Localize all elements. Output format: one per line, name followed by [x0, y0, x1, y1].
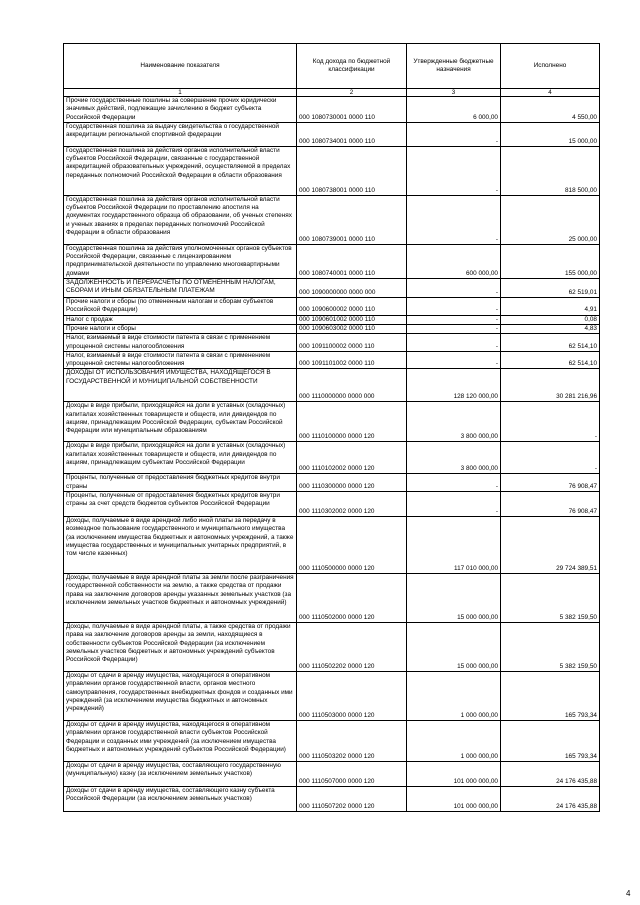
row-code: 000 1080739001 0000 110: [297, 195, 407, 244]
row-executed: 62 514,10: [501, 334, 600, 352]
row-code: 000 1080740001 0000 110: [297, 244, 407, 278]
row-name: Доходы от сдачи в аренду имущества, составляющего государственную (муниципальную) казну (за исключением земельных участков): [64, 762, 297, 787]
column-number-row: [64, 89, 600, 97]
column-number: 3: [407, 89, 501, 97]
row-approved: -: [407, 195, 501, 244]
row-code: 000 1090600002 0000 110: [297, 298, 407, 316]
row-code: 000 1110503000 0000 120: [297, 672, 407, 721]
row-executed: 5 382 159,50: [501, 574, 600, 623]
row-name: Государственная пошлина за действия органов исполнительной власти субъектов Российской Федерации по проставлению апостиля на документах государственного образца об образовании, об ученых степенях и ученых званиях в пределах переданных полномочий Российской Федерации в области образования: [64, 195, 297, 244]
row-code: 000 1091101002 0000 110: [297, 351, 407, 369]
page-number: 4: [626, 889, 631, 898]
row-name: Доходы, получаемые в виде арендной платы за земли после разграничения государственной собственности на землю, а также средства от продажи права на заключение договоров аренды указанных земельных участков (за исключением земельных участков бюджетных и автономных учреждений): [64, 574, 297, 623]
table-row: [64, 298, 600, 316]
row-approved: 128 120 000,00: [407, 369, 501, 402]
header-executed: Исполнено: [501, 44, 600, 89]
row-code: 000 1110100000 0000 120: [297, 402, 407, 442]
row-approved: 101 000 000,00: [407, 787, 501, 812]
row-executed: 155 000,00: [501, 244, 600, 278]
row-approved: 600 000,00: [407, 244, 501, 278]
row-name: Доходы, получаемые в виде арендной платы, а также средства от продажи права на заключение договоров аренды за земли, находящиеся в собственности субъектов Российской Федерации (за исключением земельных участков бюджетных и автономных учреждений субъектов Российской Федерации): [64, 623, 297, 672]
table-row: [64, 97, 600, 123]
row-executed: -: [501, 442, 600, 474]
table-row: [64, 402, 600, 442]
row-code: 000 1110502202 0000 120: [297, 623, 407, 672]
table-row: [64, 492, 600, 517]
row-approved: 3 800 000,00: [407, 402, 501, 442]
table-row: [64, 762, 600, 787]
table-row: [64, 442, 600, 474]
row-name: ЗАДОЛЖЕННОСТЬ И ПЕРЕРАСЧЕТЫ ПО ОТМЕНЕННЫМ НАЛОГАМ, СБОРАМ И ИНЫМ ОБЯЗАТЕЛЬНЫМ ПЛАТЕЖАМ: [64, 279, 297, 298]
row-executed: 165 793,34: [501, 721, 600, 762]
row-code: 000 1090601002 0000 110: [297, 315, 407, 324]
row-approved: -: [407, 298, 501, 316]
row-code: 000 1110302002 0000 120: [297, 492, 407, 517]
row-approved: -: [407, 146, 501, 195]
table-row: [64, 324, 600, 333]
table-row: [64, 721, 600, 762]
row-executed: 24 176 435,88: [501, 787, 600, 812]
row-approved: -: [407, 122, 501, 146]
row-approved: -: [407, 324, 501, 333]
row-approved: 3 800 000,00: [407, 442, 501, 474]
row-approved: 15 000 000,00: [407, 574, 501, 623]
row-executed: 15 000,00: [501, 122, 600, 146]
table-row: [64, 574, 600, 623]
table-row: [64, 351, 600, 369]
row-name: Проценты, полученные от предоставления бюджетных кредитов внутри страны за счет средств бюджетов субъектов Российской Федерации: [64, 492, 297, 517]
row-executed: 4 550,00: [501, 97, 600, 123]
row-code: 000 1110000000 0000 000: [297, 369, 407, 402]
row-executed: 165 793,34: [501, 672, 600, 721]
table-row: [64, 279, 600, 298]
row-name: Прочие налоги и сборы: [64, 324, 297, 333]
row-executed: 30 281 216,96: [501, 369, 600, 402]
row-code: 000 1091100002 0000 110: [297, 334, 407, 352]
row-code: 000 1110102002 0000 120: [297, 442, 407, 474]
table-row: [64, 517, 600, 574]
header-row: [64, 44, 600, 89]
row-approved: -: [407, 315, 501, 324]
row-executed: 818 500,00: [501, 146, 600, 195]
table-row: [64, 787, 600, 812]
row-executed: 24 176 435,88: [501, 762, 600, 787]
row-approved: -: [407, 351, 501, 369]
row-name: Налог, взимаемый в виде стоимости патента в связи с применением упрощенной системы налогообложения: [64, 334, 297, 352]
row-executed: 29 724 389,51: [501, 517, 600, 574]
row-executed: 25 000,00: [501, 195, 600, 244]
budget-table: [63, 43, 600, 812]
header-code: Код дохода по бюджетной классификации: [297, 44, 407, 89]
column-number: 2: [297, 89, 407, 97]
row-code: 000 1110300000 0000 120: [297, 474, 407, 492]
row-executed: 0,08: [501, 315, 600, 324]
row-name: Государственная пошлина за выдачу свидетельства о государственной аккредитации региональной спортивной федерации: [64, 122, 297, 146]
row-name: ДОХОДЫ ОТ ИСПОЛЬЗОВАНИЯ ИМУЩЕСТВА, НАХОДЯЩЕГОСЯ В ГОСУДАРСТВЕННОЙ И МУНИЦИПАЛЬНОЙ СОБСТВЕННОСТИ: [64, 369, 297, 402]
row-approved: 6 000,00: [407, 97, 501, 123]
row-code: 000 1080730001 0000 110: [297, 97, 407, 123]
row-name: Налог, взимаемый в виде стоимости патента в связи с применением упрощенной системы налогообложения: [64, 351, 297, 369]
row-approved: 1 000 000,00: [407, 672, 501, 721]
column-number: 1: [64, 89, 297, 97]
table-row: [64, 334, 600, 352]
table-row: [64, 315, 600, 324]
row-approved: 101 000 000,00: [407, 762, 501, 787]
row-code: 000 1080738001 0000 110: [297, 146, 407, 195]
row-name: Доходы в виде прибыли, приходящейся на доли в уставных (складочных) капиталах хозяйственных товариществ и обществ, или дивидендов по акциям, принадлежащим субъектам Российской Федерации: [64, 442, 297, 474]
row-approved: 15 000 000,00: [407, 623, 501, 672]
header-approved: Утвержденные бюджетные назначения: [407, 44, 501, 89]
row-approved: -: [407, 279, 501, 298]
row-code: 000 1090603002 0000 110: [297, 324, 407, 333]
row-name: Проценты, полученные от предоставления бюджетных кредитов внутри страны: [64, 474, 297, 492]
row-executed: 5 382 159,50: [501, 623, 600, 672]
row-approved: 117 010 000,00: [407, 517, 501, 574]
table-row: [64, 474, 600, 492]
column-number: 4: [501, 89, 600, 97]
row-code: 000 1110507000 0000 120: [297, 762, 407, 787]
row-approved: -: [407, 474, 501, 492]
row-code: 000 1110503202 0000 120: [297, 721, 407, 762]
row-executed: 62 519,01: [501, 279, 600, 298]
table-row: [64, 623, 600, 672]
row-code: 000 1110507202 0000 120: [297, 787, 407, 812]
row-name: Доходы от сдачи в аренду имущества, составляющего казну субъекта Российской Федерации (за исключением земельных участков): [64, 787, 297, 812]
row-name: Налог с продаж: [64, 315, 297, 324]
row-name: Доходы от сдачи в аренду имущества, находящегося в оперативном управлении органов государственной власти субъектов Российской Федерации и созданных ими учреждений (за исключением имущества бюджетных и автономных учреждений субъектов Российской Федерации): [64, 721, 297, 762]
row-name: Прочие налоги и сборы (по отмененным налогам и сборам субъектов Российской Федерации): [64, 298, 297, 316]
row-code: 000 1110502000 0000 120: [297, 574, 407, 623]
row-executed: 62 514,10: [501, 351, 600, 369]
row-name: Прочие государственные пошлины за совершение прочих юридически значимых действий, подлежащие зачислению в бюджет субъекта Российской Федерации: [64, 97, 297, 123]
row-name: Доходы от сдачи в аренду имущества, находящегося в оперативном управлении органов государственной власти, органов местного самоуправления, государственных внебюджетных фондов и созданных ими учреждений (за исключением имущества бюджетных и автономных учреждений): [64, 672, 297, 721]
row-executed: -: [501, 402, 600, 442]
row-name: Государственная пошлина за действия уполномоченных органов субъектов Российской Федерации, связанные с лицензированием предпринимательской деятельности по управлению многоквартирными домами: [64, 244, 297, 278]
row-approved: -: [407, 492, 501, 517]
table-row: [64, 244, 600, 278]
table-row: [64, 672, 600, 721]
row-name: Доходы, получаемые в виде арендной либо иной платы за передачу в возмездное пользование государственного и муниципального имущества (за исключением имущества бюджетных и автономных учреждений, а также имущества государственных и муниципальных унитарных предприятий, в том числе казенных): [64, 517, 297, 574]
row-executed: 76 908,47: [501, 474, 600, 492]
table-row: [64, 195, 600, 244]
row-code: 000 1110500000 0000 120: [297, 517, 407, 574]
row-executed: 4,91: [501, 298, 600, 316]
row-executed: 76 908,47: [501, 492, 600, 517]
header-name: Наименование показателя: [64, 44, 297, 89]
table-row: [64, 122, 600, 146]
row-executed: 4,83: [501, 324, 600, 333]
row-approved: -: [407, 334, 501, 352]
table-row: [64, 369, 600, 402]
row-code: 000 1090000000 0000 000: [297, 279, 407, 298]
row-approved: 1 000 000,00: [407, 721, 501, 762]
row-code: 000 1080734001 0000 110: [297, 122, 407, 146]
table-row: [64, 146, 600, 195]
row-name: Государственная пошлина за действия органов исполнительной власти субъектов Российской Федерации, связанные с государственной аккредитацией образовательных учреждений, осуществляемой в пределах переданных полномочий Российской Федерации в области образования: [64, 146, 297, 195]
row-name: Доходы в виде прибыли, приходящейся на доли в уставных (складочных) капиталах хозяйственных товариществ и обществ, или дивидендов по акциям, принадлежащим Российской Федерации, субъектам Российской Федерации или муниципальным образованиям: [64, 402, 297, 442]
